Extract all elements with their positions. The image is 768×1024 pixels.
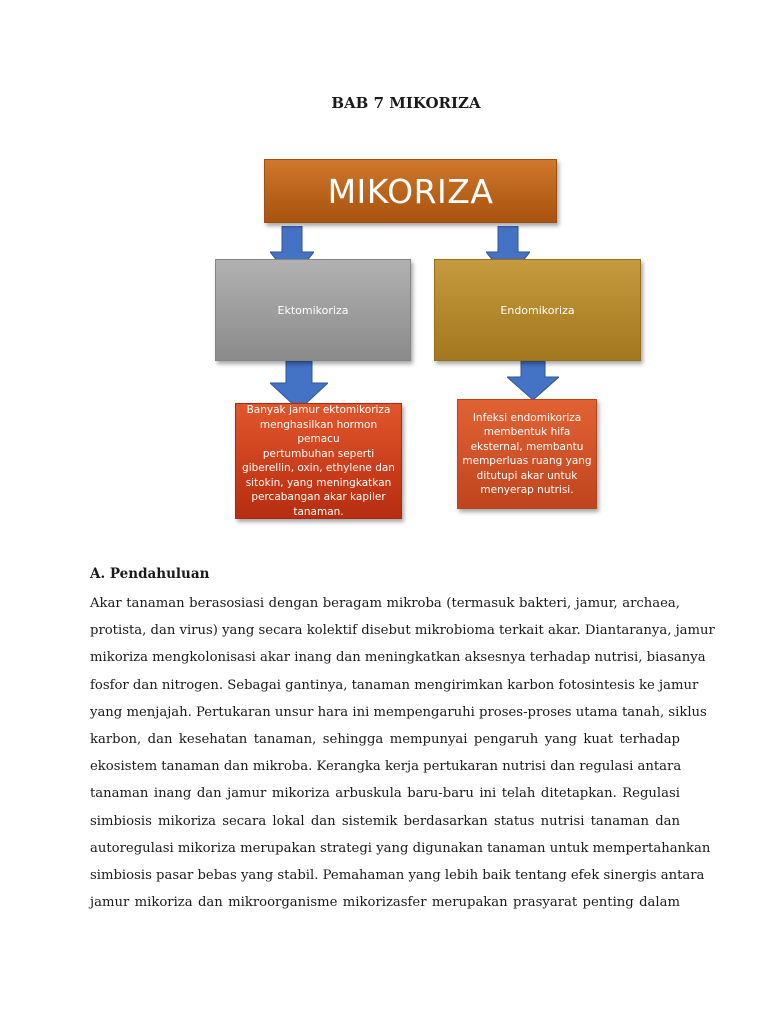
- ekto-desc-line: sitokin, yang meningkatkan: [245, 476, 392, 489]
- endo-desc-line: menyerap nutrisi.: [480, 484, 574, 496]
- endomikoriza-label: Endomikoriza: [500, 303, 575, 317]
- endo-desc-line: memperluas ruang yang: [462, 455, 592, 467]
- ektomikoriza-label: Ektomikoriza: [277, 303, 349, 317]
- paragraph-line: yang menjajah. Pertukaran unsur hara ini mempengaruhi proses-proses utama tanah, siklus: [90, 704, 707, 720]
- mikoriza-root-label: MIKORIZA: [327, 171, 494, 211]
- ektomikoriza-description: [240, 403, 397, 519]
- paragraph-line: mikoriza mengkolonisasi akar inang dan meningkatkan aksesnya terhadap nutrisi, biasanya: [90, 650, 706, 666]
- endomikoriza-description-box: [457, 399, 597, 509]
- ekto-desc-line: menghasilkan hormon pemacu: [259, 418, 378, 445]
- paragraph-line: simbiosis mikoriza secara lokal dan sistemik berdasarkan status nutrisi tanaman dan: [90, 813, 680, 829]
- section-heading: A. Pendahuluan: [90, 566, 210, 582]
- page-title: BAB 7 MIKORIZA: [331, 94, 481, 112]
- paragraph-line: fosfor dan nitrogen. Sebagai gantinya, tanaman mengirimkan karbon fotosintesis ke jamur: [90, 677, 699, 693]
- body-paragraph: [90, 590, 715, 916]
- endo-desc-line: ditutupi akar untuk: [476, 469, 578, 482]
- mikoriza-root-box: [264, 159, 557, 223]
- ekto-desc-line: pertumbuhan seperti: [262, 447, 375, 460]
- ekto-desc-line: tanaman.: [293, 505, 344, 518]
- endomikoriza-description: [462, 411, 591, 498]
- endo-desc-line: membentuk hifa: [483, 426, 571, 438]
- paragraph-line: jamur mikoriza dan mikroorganisme mikorizasfer merupakan prasyarat penting dalam: [90, 895, 680, 911]
- endo-desc-line: Infeksi endomikoriza: [472, 411, 582, 424]
- paragraph-line: autoregulasi mikoriza merupakan strategi yang digunakan tanaman untuk mempertahankan: [90, 840, 711, 856]
- paragraph-line: simbiosis pasar bebas yang stabil. Pemahaman yang lebih baik tentang efek sinergis antara: [90, 868, 705, 884]
- arrow-to-endomikoriza-description: [507, 361, 559, 401]
- ekto-desc-line: Banyak jamur ektomikoriza: [246, 404, 391, 416]
- paragraph-line: Akar tanaman berasosiasi dengan beragam mikroba (termasuk bakteri, jamur, archaea,: [90, 596, 680, 611]
- ekto-desc-line: giberellin, oxin, ethylene dan: [242, 462, 395, 474]
- ektomikoriza-description-box: [235, 403, 402, 519]
- ekto-desc-line: percabangan akar kapiler: [251, 491, 386, 503]
- paragraph-line: tanaman inang dan jamur mikoriza arbuskula baru-baru ini telah ditetapkan. Regulasi: [90, 786, 680, 802]
- paragraph-line: karbon, dan kesehatan tanaman, sehingga mempunyai pengaruh yang kuat terhadap: [90, 732, 680, 748]
- endomikoriza-box: [434, 259, 641, 361]
- ektomikoriza-box: [215, 259, 411, 361]
- paragraph-line: protista, dan virus) yang secara kolektif disebut mikrobioma terkait akar. Diantaranya, jamur: [90, 623, 715, 639]
- paragraph-line: ekosistem tanaman dan mikroba. Kerangka kerja pertukaran nutrisi dan regulasi antara: [90, 759, 682, 775]
- endo-desc-line: eksternal, membantu: [470, 440, 584, 453]
